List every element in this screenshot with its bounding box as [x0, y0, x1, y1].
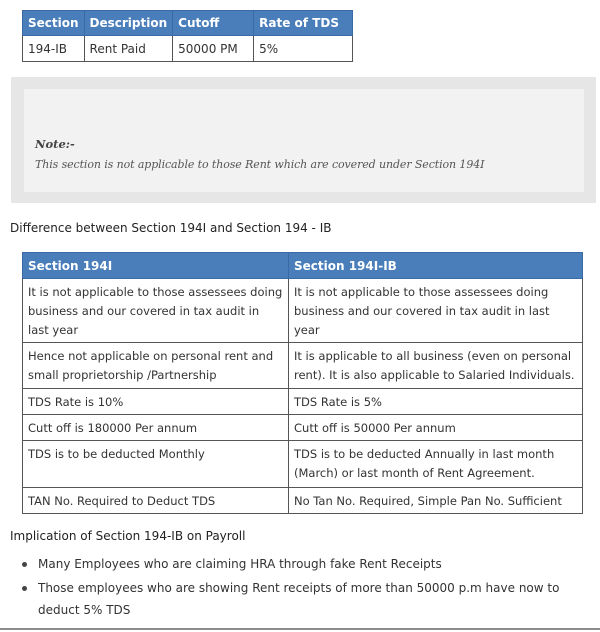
bullet-icon — [22, 562, 27, 567]
cell-194ib: TDS Rate is 5% — [289, 389, 583, 415]
header-section-194ib: Section 194I-IB — [289, 253, 583, 279]
cell-description: Rent Paid — [84, 36, 173, 62]
table-row — [23, 415, 583, 441]
note-box-inner — [24, 89, 584, 192]
list-item — [18, 577, 593, 621]
cell-194ib: TDS is to be deducted Annually in last month (March) or last month of Rent Agreement. — [289, 441, 583, 488]
table-row — [23, 389, 583, 415]
difference-heading: Difference between Section 194I and Section 194 - IB — [10, 221, 332, 235]
cell-rate: 5% — [254, 36, 353, 62]
cell-194ib: Cutt off is 50000 Per annum — [289, 415, 583, 441]
implication-list — [18, 553, 593, 623]
difference-table-header — [23, 253, 583, 279]
cell-194i: Cutt off is 180000 Per annum — [23, 415, 289, 441]
table-row — [23, 488, 583, 514]
implication-heading: Implication of Section 194-IB on Payroll — [10, 529, 246, 543]
note-title: Note:- — [35, 137, 75, 151]
rate-table-header — [23, 11, 353, 36]
cell-194ib: It is not applicable to those assessees doing business and our covered in tax audit in last year — [289, 279, 583, 343]
note-box — [11, 77, 596, 203]
cell-194ib: It is applicable to all business (even on personal rent). It is also applicable to Salaried Individuals. — [289, 343, 583, 389]
header-section-194i: Section 194I — [23, 253, 289, 279]
cell-section: 194-IB — [23, 36, 85, 62]
table-row — [23, 343, 583, 389]
cell-194ib: No Tan No. Required, Simple Pan No. Sufficient — [289, 488, 583, 514]
header-rate: Rate of TDS — [254, 11, 353, 36]
note-text: This section is not applicable to those Rent which are covered under Section 194I — [35, 158, 485, 171]
table-row — [23, 441, 583, 488]
bottom-divider — [0, 628, 600, 630]
header-cutoff: Cutoff — [173, 11, 254, 36]
list-item-text: Many Employees who are claiming HRA through fake Rent Receipts — [38, 557, 442, 571]
table-row — [23, 279, 583, 343]
cell-194i: TDS is to be deducted Monthly — [23, 441, 289, 488]
bullet-icon — [22, 586, 27, 591]
cell-194i: It is not applicable to those assessees doing business and our covered in tax audit in last year — [23, 279, 289, 343]
table-row — [23, 36, 353, 62]
difference-table — [22, 252, 583, 514]
rate-table — [22, 10, 353, 62]
cell-cutoff: 50000 PM — [173, 36, 254, 62]
list-item — [18, 553, 593, 575]
list-item-text: Those employees who are showing Rent receipts of more than 50000 p.m have now to deduct 5% TDS — [38, 581, 560, 617]
cell-194i: TDS Rate is 10% — [23, 389, 289, 415]
cell-194i: Hence not applicable on personal rent and small proprietorship /Partnership — [23, 343, 289, 389]
header-description: Description — [84, 11, 173, 36]
cell-194i: TAN No. Required to Deduct TDS — [23, 488, 289, 514]
header-section: Section — [23, 11, 85, 36]
